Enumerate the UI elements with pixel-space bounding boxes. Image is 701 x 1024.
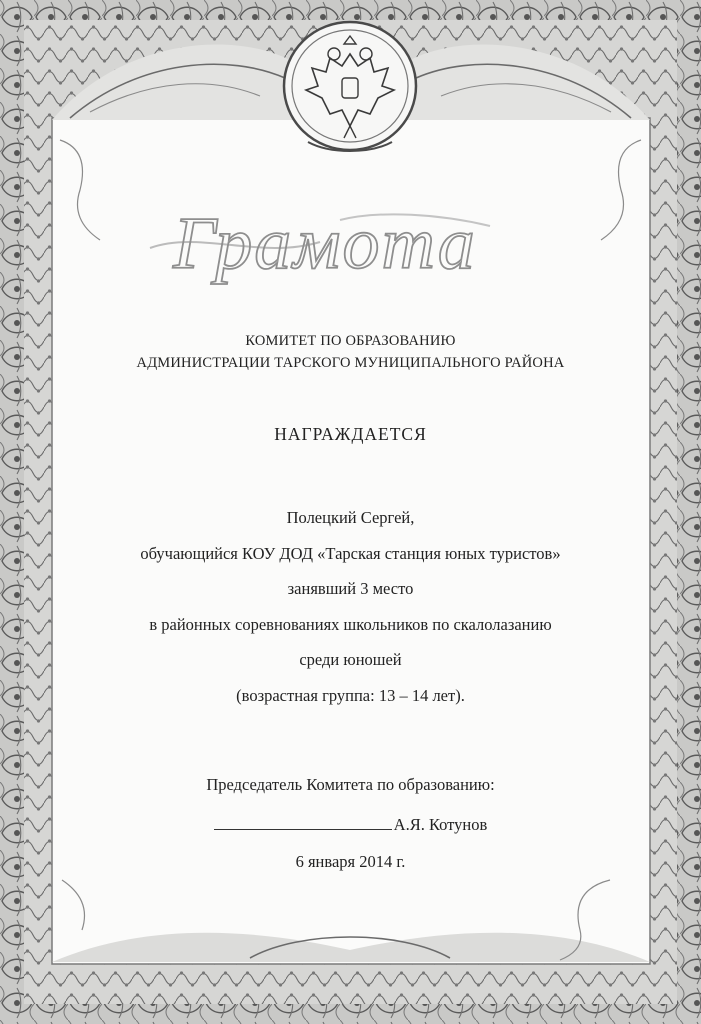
certificate-title-text: Грамота: [173, 203, 477, 285]
signature-block: [0, 815, 701, 835]
award-body: [0, 500, 701, 713]
recipient-name: Полецкий Сергей,: [286, 508, 415, 527]
age-group: (возрастная группа: 13 – 14 лет).: [236, 685, 465, 705]
issuer-block: [0, 330, 701, 374]
award-place: занявший 3 место: [287, 579, 414, 598]
issuer-line-1: КОМИТЕТ ПО ОБРАЗОВАНИЮ: [245, 333, 456, 349]
awarded-heading: НАГРАЖДАЕТСЯ: [274, 424, 427, 444]
competition-category: среди юношей: [299, 650, 402, 669]
chair-title: Председатель Комитета по образованию:: [206, 775, 495, 794]
certificate-title: [140, 190, 510, 300]
issuer-line-2: АДМИНИСТРАЦИИ ТАРСКОГО МУНИЦИПАЛЬНОГО РАЙОНА: [136, 355, 565, 371]
issue-date: 6 января 2014 г.: [295, 852, 406, 871]
signer-name: А.Я. Котунов: [393, 815, 488, 834]
competition-name: в районных соревнованиях школьников по скалолазанию: [149, 614, 552, 634]
double-headed-eagle-emblem-icon: [270, 14, 430, 164]
recipient-institution: обучающийся КОУ ДОД «Тарская станция юных туристов»: [140, 543, 561, 563]
signature-line: [214, 815, 392, 830]
